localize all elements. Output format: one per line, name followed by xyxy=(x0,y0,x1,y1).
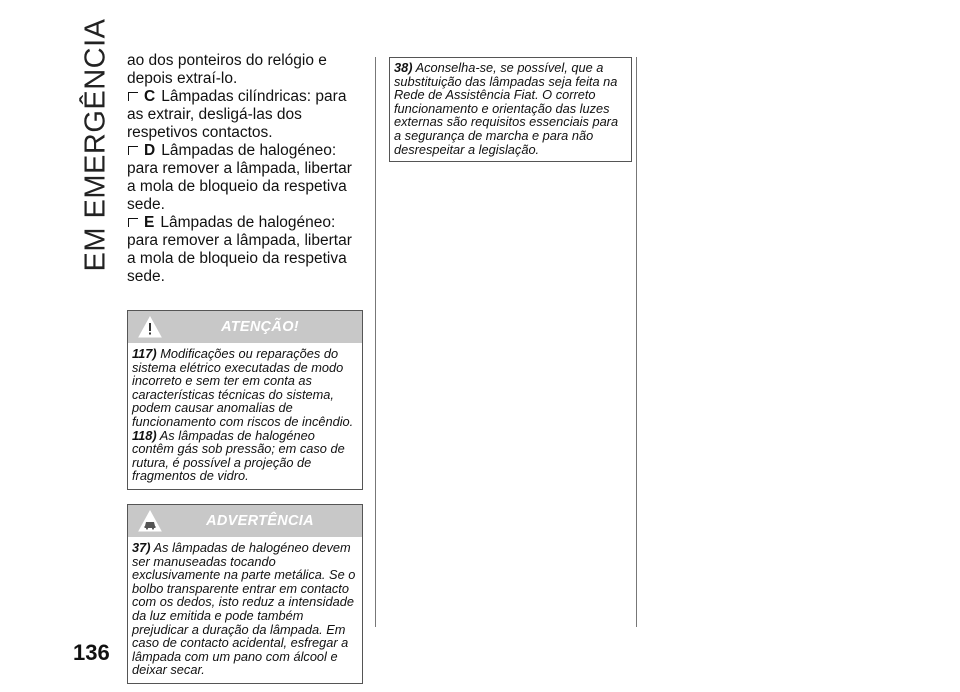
warning-triangle-icon xyxy=(138,315,162,339)
note-117 xyxy=(132,347,358,429)
intro-paragraph: ao dos ponteiros do relógio e depois extraí-lo. xyxy=(127,52,327,87)
item-text: Lâmpadas de halogéneo: para remover a lâmpada, libertar a mola de bloqueio da respetiva sede. xyxy=(127,142,352,213)
note-text: As lâmpadas de halogéneo devem ser manuseadas tocando exclusivamente na parte metálica. Se o bolbo transparente entrar em contacto com os dedos, isto reduz a intensidade da luz emitida e pode também prejudicar a duração da lâmpada. Em caso de contacto acidental, esfregar a lâmpada com um pano com álcool e deixar secar. xyxy=(132,539,356,678)
column-divider xyxy=(375,57,376,627)
list-item-e xyxy=(127,214,363,286)
warning-box xyxy=(127,310,363,490)
note-118 xyxy=(132,429,358,483)
note-number: 37) xyxy=(132,539,151,555)
item-letter: D xyxy=(144,142,156,159)
note-text: Aconselha-se, se possível, que a substituição das lâmpadas seja feita na Rede de Assistência Fiat. O correto funcionamento e orientação das luzes externas são requisitos essenciais para a segurança de marcha e para não desrespeitar a legislação. xyxy=(394,60,619,157)
advice-title: ADVERTÊNCIA xyxy=(206,512,314,529)
page-number: 136 xyxy=(73,640,110,665)
note-text: As lâmpadas de halogéneo contêm gás sob pressão; em caso de rutura, é possível a projeção de fragmentos de vidro. xyxy=(132,427,345,484)
note-number: 38) xyxy=(394,60,413,75)
warning-title: ATENÇÃO! xyxy=(221,319,299,335)
car-service-icon xyxy=(138,509,162,533)
note-number: 117) xyxy=(132,346,157,361)
item-letter: E xyxy=(144,214,155,231)
item-text: Lâmpadas de halogéneo: para remover a lâmpada, libertar a mola de bloqueio da respetiva sede. xyxy=(127,214,352,285)
bullet-mark-icon xyxy=(127,146,139,156)
note-number: 118) xyxy=(132,427,157,443)
warning-box-header xyxy=(128,311,362,343)
note-38 xyxy=(394,61,627,156)
column-divider xyxy=(636,57,637,627)
column-1 xyxy=(127,52,363,684)
advice-box xyxy=(127,504,363,684)
advice-box-body xyxy=(128,537,362,683)
note-box xyxy=(389,57,632,162)
section-title: EM EMERGÊNCIA xyxy=(79,18,112,272)
note-text: Modificações ou reparações do sistema elétrico executadas de modo incorreto e sem ter em conta as características técnicas do sistema, podem causar anomalias de funcionamento com riscos de incêndio. xyxy=(132,346,354,429)
item-letter: C xyxy=(144,88,156,105)
bullet-mark-icon xyxy=(127,218,139,228)
advice-box-header xyxy=(128,505,362,537)
list-item-c xyxy=(127,88,363,142)
note-37 xyxy=(132,541,358,677)
bullet-mark-icon xyxy=(127,92,139,102)
warning-box-body xyxy=(128,343,362,489)
item-text: Lâmpadas cilíndricas: para as extrair, desligá-las dos respetivos contactos. xyxy=(127,88,347,141)
list-item-d xyxy=(127,142,363,214)
section-header xyxy=(78,18,114,272)
